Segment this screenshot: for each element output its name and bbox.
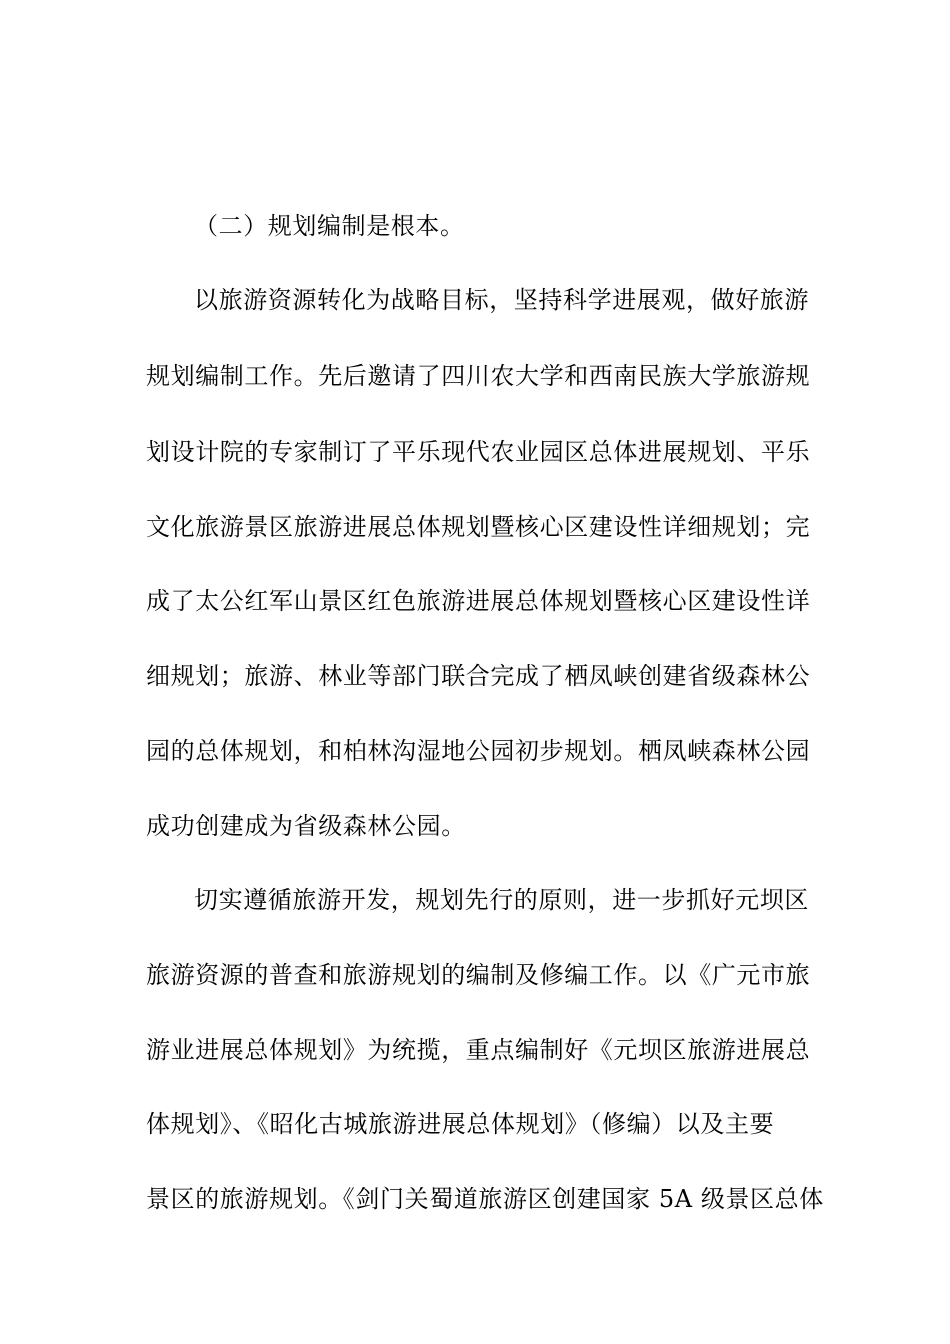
paragraph-line: 旅游资源的普查和旅游规划的编制及修编工作。以《广元市旅	[146, 961, 811, 989]
paragraph-line: 切实遵循旅游开发，规划先行的原则，进一步抓好元坝区	[194, 886, 809, 914]
paragraph-line: 园的总体规划，和柏林沟湿地公园初步规划。栖凤峡森林公园	[146, 737, 811, 765]
paragraph-line: 文化旅游景区旅游进展总体规划暨核心区建设性详细规划；完	[146, 513, 811, 541]
paragraph-line: 成功创建成为省级森林公园。	[146, 812, 466, 840]
section-heading: （二）规划编制是根本。	[194, 212, 465, 240]
paragraph-line: 规划编制工作。先后邀请了四川农大学和西南民族大学旅游规	[146, 362, 811, 390]
paragraph-line: 游业进展总体规划》为统揽，重点编制好《元坝区旅游进展总	[146, 1036, 811, 1064]
paragraph-line: 以旅游资源转化为战略目标，坚持科学进展观，做好旅游	[194, 286, 809, 314]
paragraph-line: 划设计院的专家制订了平乐现代农业园区总体进展规划、平乐	[146, 438, 811, 466]
paragraph-line: 细规划；旅游、林业等部门联合完成了栖凤峡创建省级森林公	[146, 662, 811, 690]
paragraph-line: 景区的旅游规划。《剑门关蜀道旅游区创建国家 5A 级景区总体	[146, 1185, 824, 1213]
paragraph-line: 成了太公红军山景区红色旅游进展总体规划暨核心区建设性详	[146, 587, 811, 615]
paragraph-line: 体规划》、《昭化古城旅游进展总体规划》（修编）以及主要	[146, 1110, 775, 1138]
